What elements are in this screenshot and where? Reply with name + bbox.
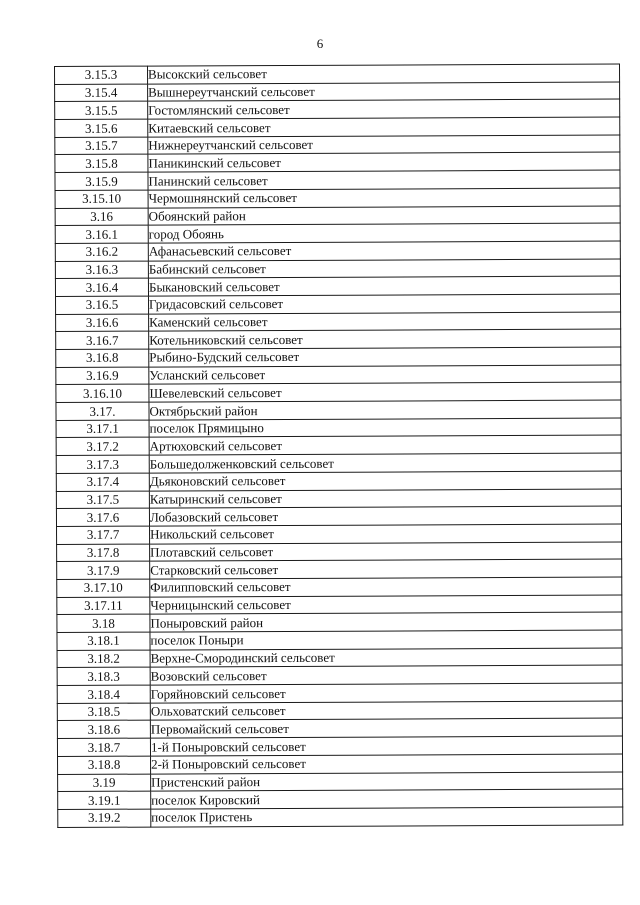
row-code-cell: 3.15.6 bbox=[55, 119, 148, 137]
row-code-cell: 3.18.7 bbox=[57, 738, 150, 756]
row-code-cell: 3.19 bbox=[58, 774, 151, 792]
row-code-cell: 3.16.8 bbox=[56, 349, 149, 367]
row-code-cell: 3.18.8 bbox=[58, 756, 151, 774]
row-code-cell: 3.18.1 bbox=[57, 632, 150, 650]
row-name-cell: Дьяконовский сельсовет bbox=[149, 471, 621, 491]
row-code-cell: 3.18.2 bbox=[57, 650, 150, 668]
row-name-cell: Паникинский сельсовет bbox=[148, 152, 620, 172]
row-name-cell: поселок Кировский bbox=[151, 789, 623, 809]
row-name-cell: Первомайский сельсовет bbox=[150, 718, 622, 738]
row-name-cell: Бабинский сельсовет bbox=[148, 259, 620, 279]
row-name-cell: Быкановский сельсовет bbox=[148, 276, 620, 296]
row-name-cell: Гостомлянский сельсовет bbox=[148, 99, 620, 119]
row-code-cell: 3.16.10 bbox=[56, 384, 149, 402]
row-code-cell: 3.15.3 bbox=[55, 66, 148, 84]
row-name-cell: Старковский сельсовет bbox=[150, 559, 622, 579]
row-code-cell: 3.19.2 bbox=[58, 809, 151, 827]
row-code-cell: 3.16.4 bbox=[55, 278, 148, 296]
row-name-cell: Панинский сельсовет bbox=[148, 170, 620, 190]
row-name-cell: Горяйновский сельсовет bbox=[150, 683, 622, 703]
row-name-cell: Шевелевский сельсовет bbox=[149, 382, 621, 402]
row-name-cell: Рыбино-Будский сельсовет bbox=[149, 347, 621, 367]
row-name-cell: Ольховатский сельсовет bbox=[150, 701, 622, 721]
row-code-cell: 3.18.5 bbox=[57, 703, 150, 721]
row-code-cell: 3.19.1 bbox=[58, 791, 151, 809]
row-code-cell: 3.18.3 bbox=[57, 667, 150, 685]
row-code-cell: 3.15.8 bbox=[55, 155, 148, 173]
row-name-cell: Плотавский сельсовет bbox=[150, 542, 622, 562]
row-code-cell: 3.17.2 bbox=[56, 438, 149, 456]
row-name-cell: поселок Прямицыно bbox=[149, 418, 621, 438]
row-code-cell: 3.16 bbox=[55, 208, 148, 226]
row-code-cell: 3.15.9 bbox=[55, 172, 148, 190]
row-code-cell: 3.17.1 bbox=[56, 420, 149, 438]
row-code-cell: 3.17.11 bbox=[57, 597, 150, 615]
municipality-table-wrapper bbox=[54, 64, 623, 828]
row-name-cell: Высокский сельсовет bbox=[148, 64, 620, 84]
table-row bbox=[58, 807, 623, 827]
row-code-cell: 3.16.1 bbox=[55, 225, 148, 243]
row-name-cell: Вышнереутчанский сельсовет bbox=[148, 82, 620, 102]
row-code-cell: 3.15.5 bbox=[55, 101, 148, 119]
row-name-cell: Поныровский район bbox=[150, 612, 622, 632]
row-code-cell: 3.15.10 bbox=[55, 190, 148, 208]
row-code-cell: 3.17.10 bbox=[57, 579, 150, 597]
row-code-cell: 3.16.2 bbox=[55, 243, 148, 261]
row-code-cell: 3.16.6 bbox=[56, 314, 149, 332]
row-name-cell: Артюховский сельсовет bbox=[149, 435, 621, 455]
row-code-cell: 3.17.4 bbox=[56, 473, 149, 491]
row-name-cell: Возовский сельсовет bbox=[150, 665, 622, 685]
row-name-cell: Обоянский район bbox=[148, 206, 620, 226]
row-code-cell: 3.16.7 bbox=[56, 331, 149, 349]
row-name-cell: Филипповский сельсовет bbox=[150, 577, 622, 597]
municipality-table bbox=[54, 64, 623, 828]
row-name-cell: 2-й Поныровский сельсовет bbox=[151, 754, 623, 774]
row-code-cell: 3.17.6 bbox=[56, 508, 149, 526]
table-body bbox=[55, 64, 623, 827]
row-name-cell: Чермошнянский сельсовет bbox=[148, 188, 620, 208]
page-number: 6 bbox=[316, 36, 324, 51]
row-name-cell: Гридасовский сельсовет bbox=[149, 294, 621, 314]
row-name-cell: Черницынский сельсовет bbox=[150, 595, 622, 615]
row-code-cell: 3.15.7 bbox=[55, 137, 148, 155]
row-code-cell: 3.18.4 bbox=[57, 685, 150, 703]
row-name-cell: Катыринский сельсовет bbox=[149, 489, 621, 509]
row-code-cell: 3.17. bbox=[56, 402, 149, 420]
row-code-cell: 3.17.8 bbox=[57, 544, 150, 562]
row-code-cell: 3.15.4 bbox=[55, 84, 148, 102]
row-name-cell: Котельниковский сельсовет bbox=[149, 329, 621, 349]
row-code-cell: 3.16.5 bbox=[56, 296, 149, 314]
row-name-cell: Октябрьский район bbox=[149, 400, 621, 420]
row-code-cell: 3.16.3 bbox=[55, 261, 148, 279]
row-name-cell: поселок Пристень bbox=[151, 807, 623, 827]
row-name-cell: 1-й Поныровский сельсовет bbox=[150, 736, 622, 756]
row-name-cell: Никольский сельсовет bbox=[150, 524, 622, 544]
row-name-cell: поселок Поныри bbox=[150, 630, 622, 650]
row-name-cell: Пристенский район bbox=[151, 772, 623, 792]
row-name-cell: Афанасьевский сельсовет bbox=[148, 241, 620, 261]
row-name-cell: Каменский сельсовет bbox=[149, 312, 621, 332]
row-name-cell: Нижнереутчанский сельсовет bbox=[148, 135, 620, 155]
row-code-cell: 3.17.5 bbox=[56, 491, 149, 509]
row-name-cell: Усланский сельсовет bbox=[149, 365, 621, 385]
row-name-cell: город Обоянь bbox=[148, 223, 620, 243]
row-name-cell: Лобазовский сельсовет bbox=[149, 506, 621, 526]
row-code-cell: 3.16.9 bbox=[56, 367, 149, 385]
row-name-cell: Верхне-Смородинский сельсовет bbox=[150, 648, 622, 668]
row-code-cell: 3.18.6 bbox=[57, 721, 150, 739]
row-name-cell: Большедолженковский сельсовет bbox=[149, 453, 621, 473]
row-name-cell: Китаевский сельсовет bbox=[148, 117, 620, 137]
row-code-cell: 3.17.7 bbox=[57, 526, 150, 544]
row-code-cell: 3.18 bbox=[57, 614, 150, 632]
row-code-cell: 3.17.9 bbox=[57, 561, 150, 579]
row-code-cell: 3.17.3 bbox=[56, 455, 149, 473]
